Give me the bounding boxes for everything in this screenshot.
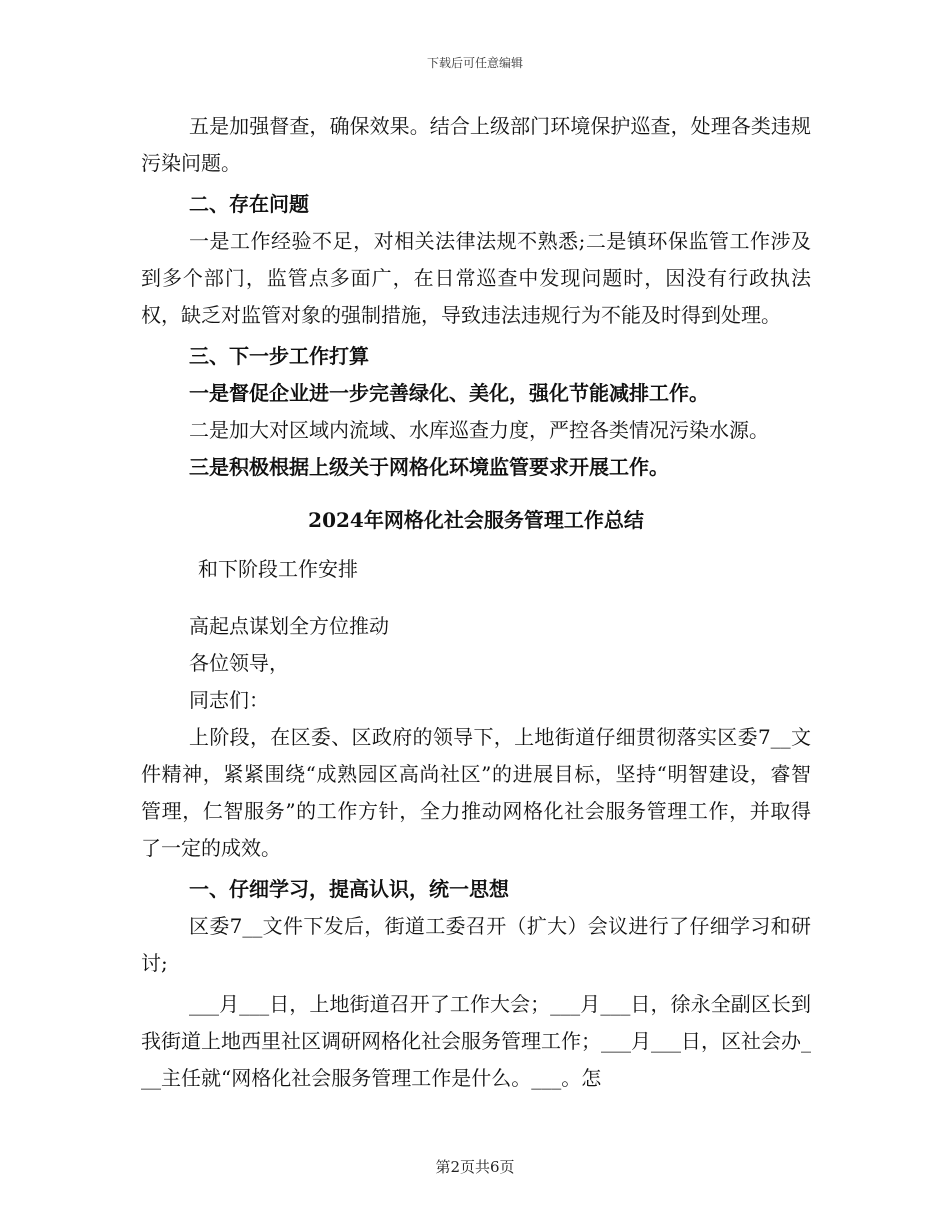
document-title: 2024年网格化社会服务管理工作总结 [308, 508, 644, 532]
paragraph-next-step-1: 一是督促企业进一步完善绿化、美化，强化节能减排工作。 [189, 381, 709, 405]
greeting-comrades: 同志们： [189, 688, 269, 712]
paragraph-next-step-2: 二是加大对区域内流域、水库巡查力度，严控各类情况污染水源。 [189, 418, 769, 442]
section-heading-problems: 二、存在问题 [189, 192, 309, 216]
document-subtitle: 和下阶段工作安排 [198, 557, 358, 581]
greeting-leaders: 各位领导， [189, 651, 289, 675]
section-heading-study: 一、仔细学习，提高认识，统一思想 [189, 877, 509, 901]
paragraph-intro: 上阶段，在区委、区政府的领导下，上地街道仔细贯彻落实区委7__文件精神，紧紧围绕“成熟园区高尚社区”的进展目标，坚持“明智建设，睿智管理，仁智服务”的工作方针，全力推动网格化社会服务管理工作，并取得了一定的成效。 [141, 725, 811, 860]
page-footer: 第2页共6页 [435, 1158, 515, 1176]
paragraph-meetings: ___月___日，上地街道召开了工作大会；___月___日，徐永全副区长到我街道上地西里社区调研网格化社会服务管理工作；___月___日，区社会办___主任就“网格化社会服务管理工作是什么。___。怎 [141, 992, 811, 1090]
document-body [141, 108, 811, 1097]
paragraph-study: 区委7__文件下发后，街道工委召开（扩大）会议进行了仔细学习和研讨; [141, 914, 811, 975]
page-header: 下载后可任意编辑 [426, 56, 523, 70]
section-heading-next-steps: 三、下一步工作打算 [189, 344, 369, 368]
paragraph-problems: 一是工作经验不足，对相关法律法规不熟悉;二是镇环保监管工作涉及到多个部门，监管点多面广，在日常巡查中发现问题时，因没有行政执法权，缺乏对监管对象的强制措施，导致违法违规行为不能及时得到处理。 [141, 229, 811, 327]
paragraph-supervision: 五是加强督查，确保效果。结合上级部门环境保护巡查，处理各类违规污染问题。 [141, 114, 811, 175]
paragraph-next-step-3: 三是积极根据上级关于网格化环境监管要求开展工作。 [189, 455, 669, 479]
speech-heading: 高起点谋划全方位推动 [189, 614, 389, 638]
